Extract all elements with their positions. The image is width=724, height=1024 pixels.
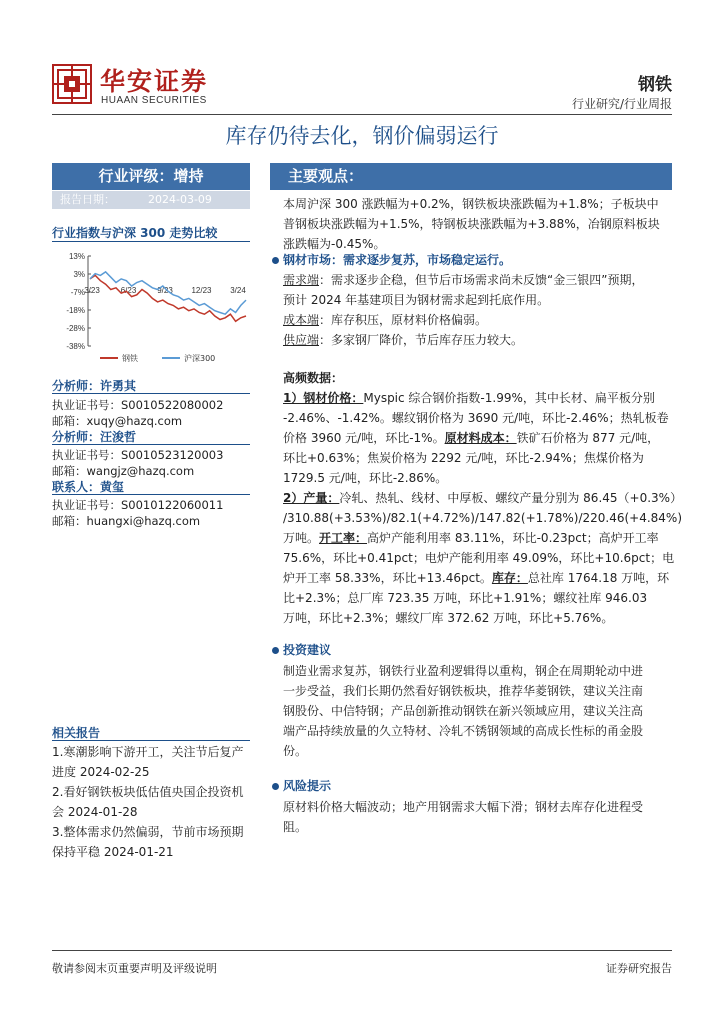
analyst-2-name: 分析师：汪浚哲 — [52, 430, 137, 444]
risk-heading — [272, 777, 331, 794]
analyst-1-name: 分析师：许勇其 — [52, 379, 137, 393]
rating-badge: 行业评级：增持 — [52, 163, 250, 190]
risk-heading-text: 风险提示 — [283, 779, 332, 793]
footer-label: 证券研究报告 — [606, 962, 672, 975]
footer-disclaimer[interactable]: 敬请参阅末页重要声明及评级说明 — [52, 962, 217, 975]
brand-name-cn: 华安证券 — [100, 67, 209, 96]
contact-cert: 执业证书号：S0010122060011 — [52, 498, 224, 512]
demand-text: ：需求逐步企稳，但节后市场需求尚未反馈“金三银四”预期， — [319, 273, 644, 287]
related-reports-title: 相关报告 — [52, 726, 101, 740]
page-title: 库存仍待去化，钢价偏弱运行 — [225, 124, 499, 148]
analyst-rule-2 — [52, 444, 250, 445]
investment-line: 制造业需求复苏，钢铁行业盈利逻辑得以重构，钢企在周期轮动中进 — [283, 664, 644, 678]
hf2-text: 炉开工率 58.33%，环比+13.46pct。 — [283, 571, 492, 585]
date-value: 2024-03-09 — [148, 193, 212, 206]
hf2-label: 2）产量： — [283, 491, 340, 505]
bullet-icon — [272, 647, 279, 654]
contact-email[interactable]: 邮箱：huangxi@hazq.com — [52, 514, 201, 528]
hf2-text: 高炉产能利用率 83.11%，环比-0.23pct；高炉开工率 — [367, 531, 659, 545]
x-tick-label: 3/23 — [84, 285, 100, 295]
cost-text: ：库存积压，原材料价格偏弱。 — [319, 313, 488, 327]
demand-line-2: 预计 2024 年基建项目为钢材需求起到托底作用。 — [283, 293, 550, 307]
investment-line: 钢股份、中信特钢；产品创新推动钢铁在新兴领域应用，建议关注高 — [283, 704, 644, 718]
hf1-line — [283, 428, 659, 449]
investment-heading-text: 投资建议 — [283, 643, 332, 657]
hf1-text: Myspic 综合钢价指数-1.99%，其中长材、扁平板分别 — [363, 391, 655, 405]
intro-line: 普钢板块涨跌幅为+1.5%，特钢板块涨跌幅为+3.88%，冶钢原料板块 — [283, 217, 660, 231]
supply-text: ：多家钢厂降价，节后库存压力较大。 — [319, 333, 524, 347]
market-heading — [272, 251, 511, 268]
hf1-line: 环比+0.63%；焦炭价格为 2292 元/吨，环比-2.94%；焦煤价格为 — [283, 451, 644, 465]
hf1-text: 铁矿石价格为 877 元/吨， — [516, 431, 660, 445]
related-rule — [52, 740, 250, 741]
cost-label: 成本端 — [283, 313, 320, 327]
hf2-text: 冷轧、热轧、线材、中厚板、螺纹产量分别为 86.45（+0.3%） — [339, 491, 683, 505]
raw-material-label: 原材料成本： — [444, 431, 517, 445]
contact-rule — [52, 494, 250, 495]
cost-line — [283, 310, 487, 331]
hf1-text: 价格 3960 元/吨，环比-1%。 — [283, 431, 445, 445]
utilization-label: 开工率： — [319, 531, 368, 545]
chart-title-rule — [52, 241, 250, 242]
y-tick-label: 13% — [68, 252, 85, 261]
index-chart — [52, 248, 250, 370]
hf1-line: -2.46%、-1.42%。螺纹钢价格为 3690 元/吨，环比-2.46%；热轧板卷 — [283, 411, 669, 425]
hf2-text: 万吨。 — [283, 531, 320, 545]
risk-line: 阻。 — [283, 820, 308, 834]
demand-line — [283, 270, 643, 291]
date-label: 报告日期： — [60, 193, 115, 206]
intro-line: 本周沪深 300 涨跌幅为+0.2%，钢铁板块涨跌幅为+1.8%；子板块中 — [283, 197, 659, 211]
footer-divider — [52, 950, 672, 951]
market-heading-text: 钢材市场：需求逐步复苏，市场稳定运行。 — [283, 253, 512, 267]
y-tick-label: -7% — [70, 288, 85, 297]
hf2-line — [283, 528, 659, 549]
supply-line — [283, 330, 523, 351]
hf1-line: 1729.5 元/吨，环比-2.86%。 — [283, 471, 448, 485]
investment-line: 端产品持续放量的久立特材、冷轧不锈钢领域的高成长性标的甬金股 — [283, 724, 644, 738]
hf2-line: /310.88(+3.53%)/82.1(+4.72%)/147.82(+1.78%)/220.46(+4.84%) — [283, 511, 683, 525]
hf2-text: 总社库 1764.18 万吨，环 — [527, 571, 670, 585]
analyst-2-cert: 执业证书号：S0010523120003 — [52, 448, 224, 462]
chart-title: 行业指数与沪深 300 走势比较 — [52, 226, 218, 240]
analyst-2-email[interactable]: 邮箱：wangjz@hazq.com — [52, 464, 195, 478]
related-report-item[interactable]: 1.寒潮影响下游开工，关注节后复产进度 2024-02-25 — [52, 745, 244, 779]
series-line-钢铁 — [90, 275, 246, 321]
analyst-1-email[interactable]: 邮箱：xuqy@hazq.com — [52, 414, 183, 428]
hf-heading: 高频数据： — [283, 371, 344, 385]
company-logo-icon — [52, 64, 92, 104]
y-tick-label: 3% — [73, 270, 85, 279]
risk-line: 原材料价格大幅波动；地产用钢需求大幅下滑；钢材去库存化进程受 — [283, 800, 644, 814]
y-tick-label: -18% — [66, 306, 85, 315]
analyst-1-cert: 执业证书号：S0010522080002 — [52, 398, 224, 412]
report-date-bar — [52, 191, 250, 209]
hf1-label: 1）钢材价格： — [283, 391, 364, 405]
hf2-line — [283, 568, 669, 589]
x-tick-label: 3/24 — [230, 285, 246, 295]
related-report-item[interactable]: 2.看好钢铁板块低估值央国企投资机会 2024-01-28 — [52, 785, 244, 819]
inventory-label: 库存： — [491, 571, 528, 585]
related-report-item[interactable]: 3.整体需求仍然偏弱，节前市场预期保持平稳 2024-01-21 — [52, 825, 244, 859]
y-tick-label: -28% — [66, 324, 85, 333]
contact-name: 联系人：黄玺 — [52, 480, 125, 494]
y-tick-label: -38% — [66, 342, 85, 351]
intro-line: 涨跌幅为-0.45%。 — [283, 237, 386, 251]
industry-label: 钢铁 — [638, 75, 672, 95]
legend-label: 钢铁 — [122, 354, 138, 363]
investment-heading — [272, 641, 331, 658]
main-views-title: 主要观点： — [288, 167, 364, 185]
hf2-line: 万吨，环比+2.3%；螺纹厂库 372.62 万吨，环比+5.76%。 — [283, 611, 614, 625]
legend-label: 沪深300 — [184, 354, 216, 363]
bullet-icon — [272, 783, 279, 790]
x-tick-label: 12/23 — [191, 285, 212, 295]
report-type: 行业研究/行业周报 — [571, 97, 672, 111]
hf2-line: 75.6%，环比+0.41pct；电炉产能利用率 49.09%，环比+10.6pct；电 — [283, 551, 675, 565]
supply-label: 供应端 — [283, 333, 320, 347]
demand-label: 需求端 — [283, 273, 320, 287]
analyst-rule-1 — [52, 393, 250, 394]
hf2-line: 比+2.3%；总厂库 723.35 万吨，环比+1.91%；螺纹社库 946.03 — [283, 591, 648, 605]
hf1-line — [283, 388, 655, 409]
hf2-line — [283, 488, 682, 509]
investment-line: 一步受益，我们长期仍然看好钢铁板块，推荐华菱钢铁，建议关注南 — [283, 684, 644, 698]
x-tick-label: 9/23 — [157, 285, 173, 295]
x-tick-label: 6/23 — [120, 285, 137, 295]
header-divider — [52, 114, 672, 115]
bullet-icon — [272, 257, 279, 264]
investment-line: 份。 — [283, 744, 308, 758]
brand-name-en: HUAAN SECURITIES — [101, 95, 207, 106]
